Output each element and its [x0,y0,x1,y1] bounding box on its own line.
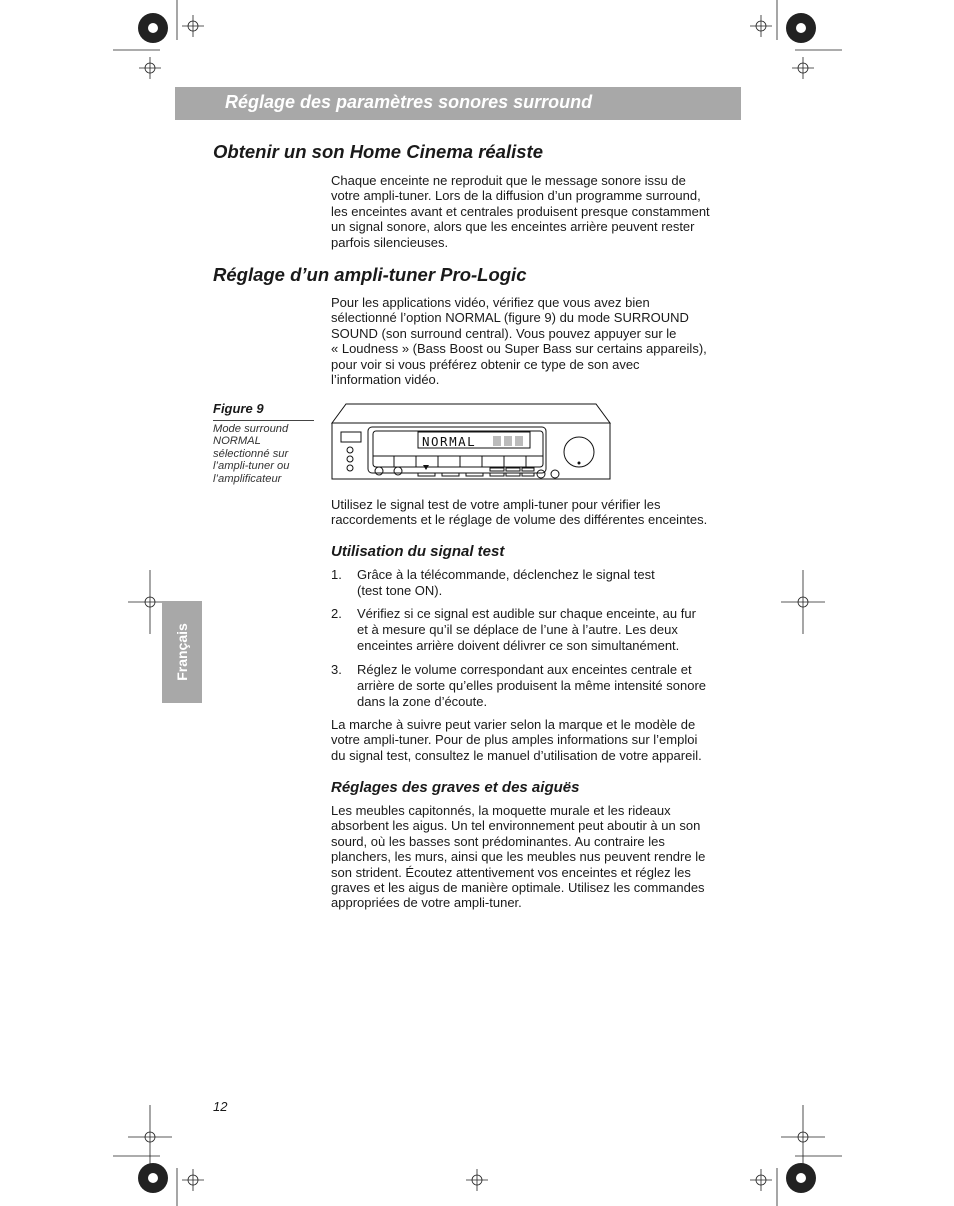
text-line: dans la zone d’écoute. [357,694,488,709]
caption-line: NORMAL [213,435,261,448]
text-line: votre ampli-tuner. Lors de la diffusion d’un programme surround, [331,188,701,204]
text-line: Utilisez le signal test de votre ampli-tuner pour vérifier les [331,497,661,512]
text-line: enceintes arrière doivent délivrer ce son simultanément. [357,638,680,653]
text-line: La marche à suivre peut varier selon la marque et le modèle de [331,717,696,732]
text-line: sourd, où les basses sont prédominantes. Au contraire les [331,833,665,849]
text-line: (test tone ON). [357,583,443,598]
text-line: « Loudness » (Bass Boost ou Super Bass sur certains appareils), [331,341,707,357]
section-home-cinema-text [331,173,746,250]
language-tab [162,601,202,703]
page-number: 12 [213,1099,228,1114]
subsection-title-signal-test: Utilisation du signal test [331,543,505,560]
text-line: appropriées de votre ampli-tuner. [331,895,522,911]
text-line: SOUND (son surround central). Vous pouvez appuyer sur le [331,325,677,341]
list-number: 2. [331,606,342,621]
receiver-illustration [330,401,612,483]
caption-line: l’ampli-tuner ou [213,460,290,473]
figure-rule [213,420,314,421]
caption-line: sélectionné sur [213,447,289,460]
subsection-title-bass-treble: Réglages des graves et des aiguës [331,779,580,796]
text-line: et à mesure qu’il se déplace de l’une à l’autre. Les deux [357,622,678,637]
text-line: les enceintes avant et centrales produisent presque constamment [331,203,710,219]
header-banner [175,87,741,120]
text-line: son strident. Écoutez attentivement vos enceintes et réglez les [331,864,691,880]
text-line: pour voir si vous préférez obtenir ce type de son avec [331,356,640,372]
bass-treble-text [331,803,746,911]
display-readout: NORMAL [422,434,477,449]
banner-title: Réglage des paramètres sonores surround [225,92,593,112]
text-line: Réglez le volume correspondant aux enceintes centrale et [357,662,692,677]
text-line: sélectionné l’option NORMAL (figure 9) du mode SURROUND [331,310,689,326]
section-title-home-cinema: Obtenir un son Home Cinema réaliste [213,141,543,162]
text-line: parfois silencieuses. [331,234,449,250]
text-line: votre ampli-tuner. Pour de plus amples informations sur l’emploi [331,732,698,748]
signal-test-closing [331,717,746,763]
text-line: un signal sonore, alors que les enceintes arrière peuvent rester [331,219,695,235]
section-pro-logic-text [331,295,746,387]
text-line: planchers, les murs, ainsi que les meubles nus peuvent rendre le [331,849,706,865]
caption-line: Mode surround [213,423,289,435]
text-line: absorbent les aigus. Un tel environnement peut aboutir à un son [331,818,701,834]
language-tab-label: Français [174,623,190,681]
text-line: Vérifiez si ce signal est audible sur chaque enceinte, au fur [357,606,696,621]
figure-title: Figure 9 [213,401,264,416]
caption-line: l’amplificateur [213,472,282,485]
text-line: Chaque enceinte ne reproduit que le message sonore issu de [331,173,686,188]
signal-test-intro [331,497,746,528]
section-title-pro-logic: Réglage d’un ampli-tuner Pro-Logic [213,264,527,285]
text-line: raccordements et le réglage de volume des différentes enceintes. [331,512,708,528]
text-line: l’information vidéo. [331,372,440,388]
list-number: 3. [331,662,342,677]
text-line: Grâce à la télécommande, déclenchez le signal test [357,567,655,582]
text-line: Les meubles capitonnés, la moquette murale et les rideaux [331,803,671,818]
text-line: du signal test, consultez le manuel d’utilisation de votre appareil. [331,747,702,763]
text-line: Pour les applications vidéo, vérifiez que vous avez bien [331,295,650,310]
list-number: 1. [331,567,342,582]
text-line: arrière de sorte qu’elles produisent la même intensité sonore [357,678,707,693]
text-line: graves et les aigus de manière optimale. Utilisez les commandes [331,880,705,896]
figure-caption [213,423,289,485]
